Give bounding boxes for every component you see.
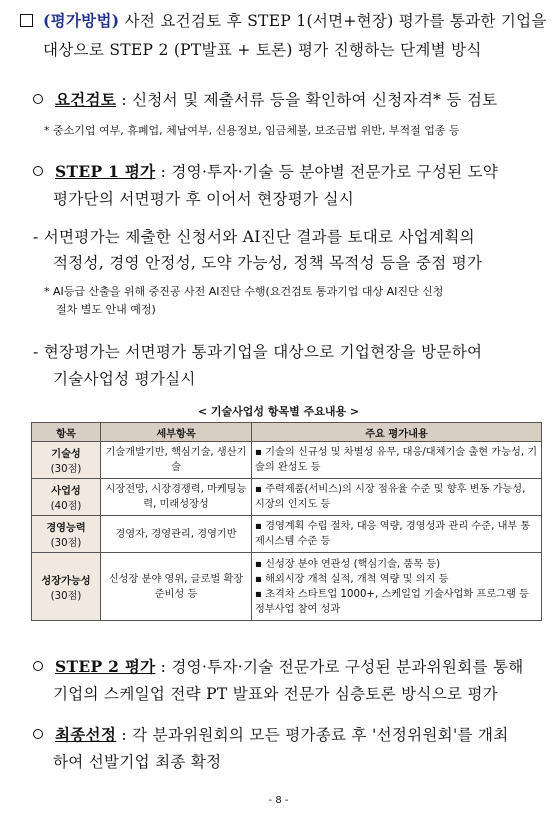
item-cell: [32, 442, 101, 479]
detail-cell: 경영자, 경영관리, 경영기반: [101, 516, 252, 553]
page-number: - 8 -: [268, 795, 289, 806]
header-content: 주요 평가내용: [252, 423, 542, 442]
step2-line-1: [33, 655, 524, 677]
doc-eval-note-2: 절차 별도 안내 예정): [56, 303, 156, 316]
circle-bullet-icon: [33, 94, 43, 104]
content-cell: [252, 516, 542, 553]
table-row: [32, 516, 542, 553]
content-cell: [252, 553, 542, 621]
method-line-2: 대상으로 STEP 2 (PT발표 + 토론) 평가 진행하는 단계별 방식: [43, 41, 482, 59]
requirement-text: : 신청서 및 제출서류 등을 확인하여 신청자격* 등 검토: [116, 91, 498, 109]
content-item: ▪ 해외시장 개척 실적, 개척 역량 및 의지 등: [255, 573, 449, 585]
step1-line-2: 평가단의 서면평가 후 이어서 현장평가 실시: [53, 190, 355, 208]
item-cell: [32, 516, 101, 553]
step2-line-2: 기업의 스케일업 전략 PT 발표와 전문가 심층토론 방식으로 평가: [53, 685, 499, 703]
item-name: 경영능력: [46, 523, 86, 534]
item-score: (30점): [50, 538, 82, 549]
doc-eval-line-2: 적정성, 경영 안정성, 도약 가능성, 정책 목적성 등을 중점 평가: [53, 254, 483, 272]
item-name: 성장가능성: [41, 575, 91, 587]
table-row: [32, 442, 542, 479]
content-item: ▪ 신성장 분야 연관성 (핵심기술, 품목 등): [255, 558, 441, 570]
detail-cell: 시장전망, 시장경쟁력, 마케팅능력, 미래성장성: [101, 479, 252, 516]
final-line-2: 하여 선발기업 최종 확정: [53, 753, 222, 771]
method-text: 사전 요건검토 후 STEP 1(서면+현장) 평가를 통과한 기업을: [119, 12, 547, 30]
header-detail: 세부항목: [101, 423, 252, 442]
evaluation-table: [31, 422, 542, 621]
header-item: 항목: [32, 423, 101, 442]
circle-bullet-icon: [33, 661, 43, 671]
detail-cell: 신성장 분야 영위, 글로벌 확장 준비성 등: [101, 553, 252, 621]
item-cell: [32, 479, 101, 516]
item-score: (30점): [50, 464, 82, 475]
table-title: < 기술사업성 항목별 주요내용 >: [197, 405, 360, 418]
item-cell: [32, 553, 101, 621]
content-item: ▪ 기술의 신규성 및 차별성 유무, 대응/대체기술 출현 가능성, 기술의 완성도 등: [255, 447, 538, 473]
content-item: ▪ 주력제품(서비스)의 시장 점유율 수준 및 향후 변동 가능성, 시장의 인지도 등: [255, 484, 526, 510]
item-name: 기술성: [51, 449, 81, 460]
step1-title: STEP 1 평가: [55, 162, 156, 181]
step1-text: : 경영·투자·기술 등 분야별 전문가로 구성된 도약: [155, 163, 499, 181]
site-eval-line-2: 기술사업성 평가실시: [53, 370, 196, 388]
site-eval-line-1: - 현장평가는 서면평가 통과기업을 대상으로 기업현장을 방문하여: [33, 343, 483, 361]
final-line-1: [33, 723, 509, 745]
method-line-1: [43, 9, 547, 31]
circle-bullet-icon: [33, 729, 43, 739]
content-cell: [252, 442, 542, 479]
content-cell: [252, 479, 542, 516]
step1-line-1: [33, 160, 498, 182]
final-text: : 각 분과위원회의 모든 평가종료 후 '선정위원회'를 개최: [116, 726, 509, 744]
item-name: 사업성: [51, 486, 81, 497]
step2-text: : 경영·투자·기술 전문가로 구성된 분과위원회를 통해: [155, 658, 524, 676]
checkbox-square-icon: [20, 14, 33, 27]
content-item: ▪ 초격차 스타트업 1000+, 스케일업 기술사업화 프로그램 등 정부사업 참여 성과: [255, 588, 529, 615]
table-row: [32, 553, 542, 621]
table-row: [32, 479, 542, 516]
requirement-review: [33, 88, 497, 110]
method-label: (평가방법): [43, 11, 120, 30]
doc-eval-line-1: - 서면평가는 제출한 신청서와 AI진단 결과를 토대로 사업계획의: [33, 228, 475, 246]
item-score: (30점): [50, 590, 82, 602]
requirement-note: * 중소기업 여부, 휴폐업, 체납여부, 신용정보, 임금체불, 보조금법 위반, 부적절 업종 등: [44, 124, 460, 137]
doc-eval-note-1: * AI등급 산출을 위해 중진공 사전 AI진단 수행(요건검토 통과기업 대상 AI진단 신청: [44, 285, 444, 298]
circle-bullet-icon: [33, 166, 43, 176]
table-header-row: [32, 423, 542, 442]
final-title: 최종선정: [55, 725, 117, 744]
requirement-title: 요건검토: [55, 90, 117, 109]
content-item: ▪ 경영계획 수립 절차, 대응 역량, 경영성과 관리 수준, 내부 통제시스템 수준 등: [255, 521, 531, 547]
step2-title: STEP 2 평가: [55, 657, 156, 676]
item-score: (40점): [50, 501, 82, 512]
detail-cell: 기술개발기반, 핵심기술, 생산기술: [101, 442, 252, 479]
